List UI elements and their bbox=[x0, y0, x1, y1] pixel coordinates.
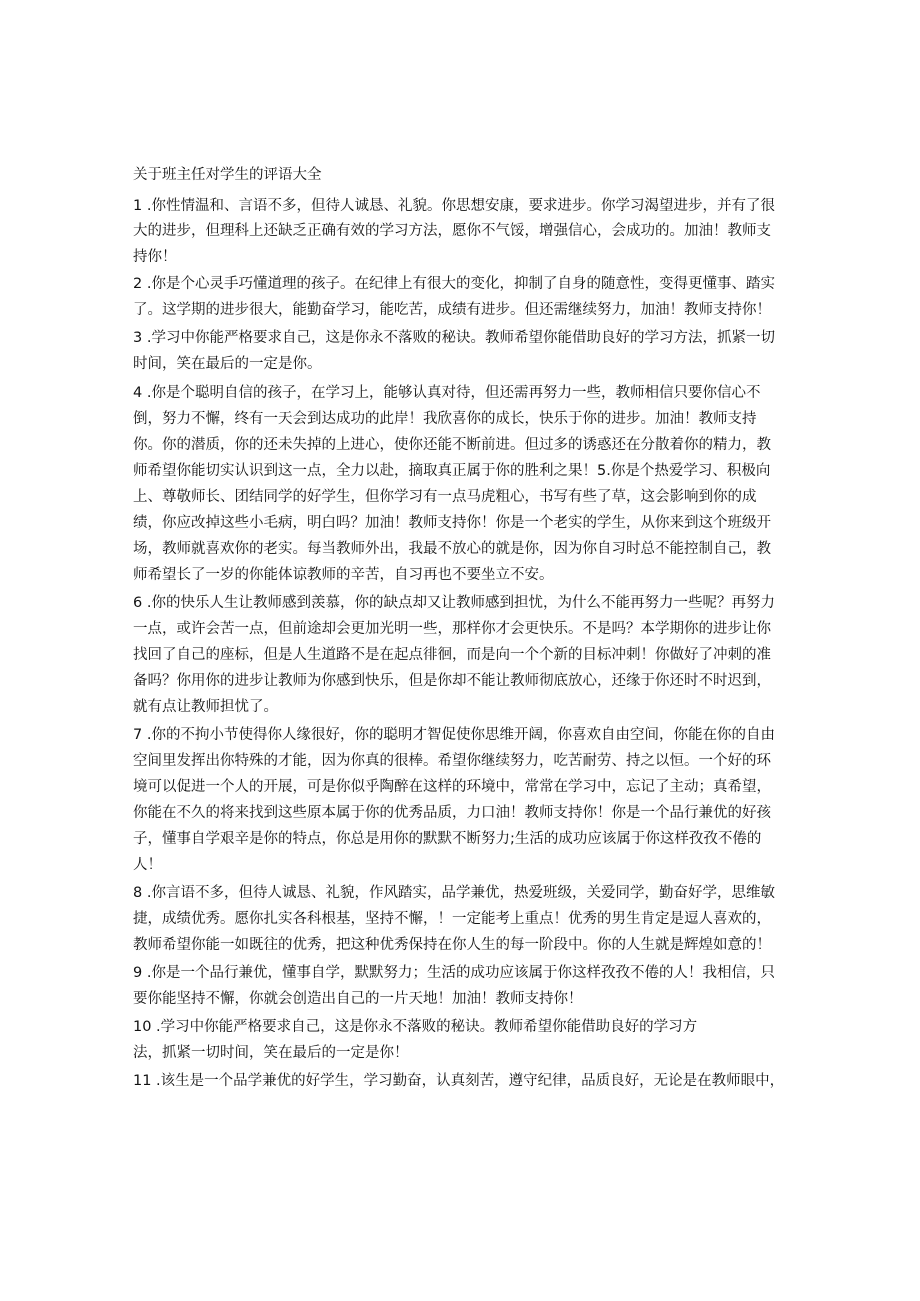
text-line: 上、尊敬师长、团结同学的好学生，但你学习有一点马虎粗心，书写有些了草，这会影响到你的成 bbox=[133, 489, 757, 505]
text-line: 大的进步，但理科上还缺乏正确有效的学习方法，愿你不气馁，增强信心，会成功的。加油！教师支 bbox=[133, 223, 771, 239]
text-line: 9 .你是一个品行兼优，懂事自学，默默努力；生活的成功应该属于你这样孜孜不倦的人！我相信，只 bbox=[133, 965, 775, 981]
text-line: 教师希望你能一如既往的优秀，把这种优秀保持在你人生的每一阶段中。你的人生就是辉煌如意的！ bbox=[133, 937, 771, 953]
text-line: 要你能坚持不懈，你就会创造出自己的一片天地！加油！教师支持你！ bbox=[133, 991, 583, 1007]
text-line: 一点，或许会苦一点，但前途却会更加光明一些，那样你才会更快乐。不是吗？本学期你的进步让你 bbox=[133, 621, 771, 637]
text-line: 你能在不久的将来找到这些原本属于你的优秀品质，力口油！教师支持你！你是一个品行兼优的好孩 bbox=[133, 805, 771, 821]
text-line: 倒，努力不懈，终有一天会到达成功的此岸！我欣喜你的成长，快乐于你的进步。加油！教师支持 bbox=[133, 411, 757, 427]
text-line: 了。这学期的进步很大，能勤奋学习，能吃苦，成绩有进步。但还需继续努力，加油！教师支持你！ bbox=[133, 302, 771, 318]
text-line: 捷，成绩优秀。愿你扎实各科根基，坚持不懈，！一定能考上重点！优秀的男生肯定是逗人喜欢的， bbox=[133, 911, 771, 927]
text-line: 绩，你应改掉这些小毛病，明白吗？加油！教师支持你！你是一个老实的学生，从你来到这个班级开 bbox=[133, 515, 771, 531]
text-line: 师希望长了一岁的你能体谅教师的辛苦，自习再也不要坐立不安。 bbox=[133, 567, 554, 583]
text-line: 备吗？你用你的进步让教师为你感到快乐，但是你却不能让教师彻底放心，还缘于你还时不时迟到， bbox=[133, 673, 771, 689]
text-line: 6 .你的快乐人生让教师感到羡慕，你的缺点却又让教师感到担忧，为什么不能再努力一些呢？再努力 bbox=[133, 595, 775, 611]
text-line: 空间里发挥出你特殊的才能，因为你真的很棒。希望你继续努力，吃苦耐劳、持之以恒。一个好的环 bbox=[133, 753, 771, 769]
text-line: 时间，笑在最后的一定是你。 bbox=[133, 356, 322, 372]
text-line: 人！ bbox=[133, 857, 162, 873]
text-line: 3 .学习中你能严格要求自己，这是你永不落败的秘诀。教师希望你能借助良好的学习方法，抓紧一切 bbox=[133, 330, 775, 346]
text-line: 10 .学习中你能严格要求自己，这是你永不落败的秘诀。教师希望你能借助良好的学习方 bbox=[133, 1019, 698, 1035]
text-line: 师希望你能切实认识到这一点，全力以赴，摘取真正属于你的胜利之果！5.你是个热爱学习、积极向 bbox=[133, 463, 771, 479]
text-line: 法，抓紧一切时间，笑在最后的一定是你！ bbox=[133, 1045, 409, 1061]
text-line: 场，教师就喜欢你的老实。每当教师外出，我最不放心的就是你，因为你自习时总不能控制自己，教 bbox=[133, 541, 771, 557]
text-line: 1 .你性情温和、言语不多，但待人诚恳、礼貌。你思想安康，要求进步。你学习渴望进步，并有了很 bbox=[133, 198, 775, 214]
text-line: 找回了自己的座标，但是人生道路不是在起点徘徊，而是向一个个新的目标冲刺！你做好了冲刺的准 bbox=[133, 647, 771, 663]
text-line: 2 .你是个心灵手巧懂道理的孩子。在纪律上有很大的变化，抑制了自身的随意性，变得更懂事、踏实 bbox=[133, 276, 775, 292]
text-line: 7 .你的不拘小节使得你人缘很好，你的聪明才智促使你思维开阔，你喜欢自由空间，你能在你的自由 bbox=[133, 727, 775, 743]
text-line: 8 .你言语不多，但待人诚恳、礼貌，作风踏实，品学兼优，热爱班级，关爱同学，勤奋好学，思维敏 bbox=[133, 885, 775, 901]
text-line: 11 .该生是一个品学兼优的好学生，学习勤奋，认真刻苦，遵守纪律，品质良好，无论是在教师眼中， bbox=[133, 1073, 785, 1089]
text-line: 子，懂事自学艰辛是你的特点，你总是用你的默默不断努力;生活的成功应该属于你这样孜孜不倦的 bbox=[133, 831, 762, 847]
text-line: 你。你的潜质，你的还未失掉的上进心，使你还能不断前进。但过多的诱惑还在分散着你的精力，教 bbox=[133, 437, 771, 453]
text-line: 持你！ bbox=[133, 249, 177, 265]
text-line: 境可以促进一个人的开展，可是你似乎陶醉在这样的环境中，常常在学习中，忘记了主动；真希望， bbox=[133, 779, 771, 795]
document-title: 关于班主任对学生的评语大全 bbox=[133, 167, 322, 183]
text-line: 就有点让教师担忧了。 bbox=[133, 699, 278, 715]
text-line: 4 .你是个聪明自信的孩子，在学习上，能够认真对待，但还需再努力一些，教师相信只要你信心不 bbox=[133, 385, 761, 401]
